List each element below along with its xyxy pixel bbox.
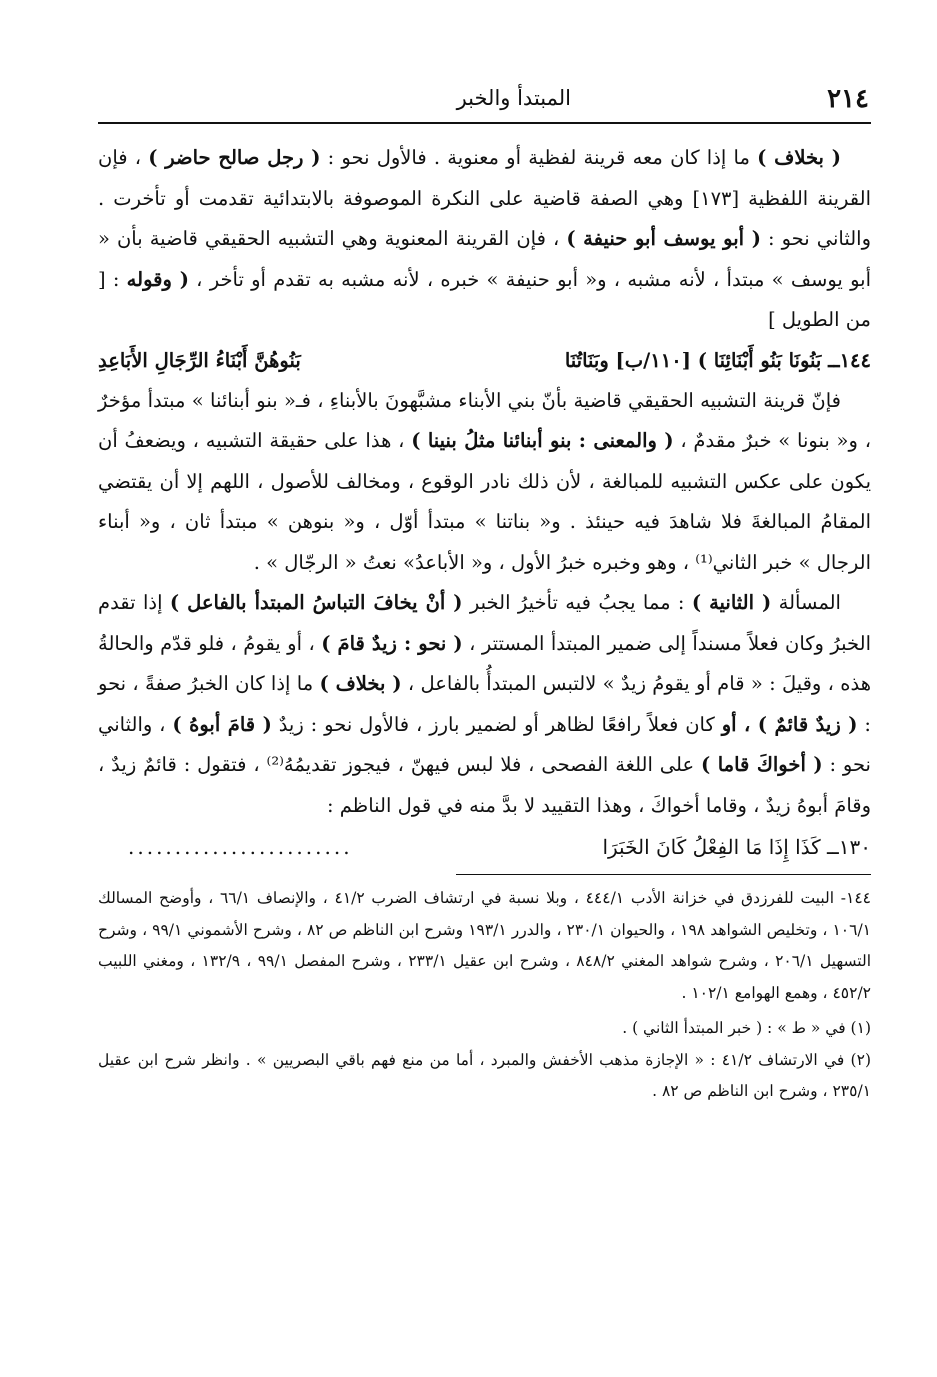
text-run: كان فعلاً رافعًا لظاهر أو لضمير بارز ، فالأول نحو : زيدٌ — [271, 712, 722, 736]
verse-dots: ........................ — [128, 835, 353, 859]
example: ( نحو : زيدٌ قامَ ) — [321, 631, 463, 655]
book-page — [98, 80, 871, 1108]
paragraph-3 — [98, 583, 871, 826]
verse-144 — [98, 341, 871, 381]
text-run: ، أو يقومُ ، فلو قدّم والحالةُ هذه ، وقيلَ : « قام أو يقومُ زيدٌ » لالتبس المبتدأُ بالفاعل ، — [98, 631, 871, 695]
verse-first-hemistich: ١٤٤ــ بَنُونَا بَنُو أَبْنَائِنَا ) [١١٠/ب] وبَنَاتُنَا — [564, 348, 871, 372]
text-run: المسألة — [771, 591, 841, 614]
verse-130 — [98, 826, 871, 868]
text-run: ، فإن القرينة المعنوية وهي التشبيه الحقيقي قاضية بأن « أبو يوسف » مبتدأ ، لأنه مشبه ، و« أبو حنيفة » خبره ، لأنه مشبه به تقدم أو تأخر ، — [98, 227, 871, 291]
page-header — [98, 80, 871, 124]
verse-second-hemistich: بَنُوهُنَّ أَبْنَاءُ الرِّجَالِ الأَبَاعِدِ — [98, 348, 301, 372]
meter: : [ من الطويل ] — [98, 267, 871, 331]
text-run: ، هذا على حقيقة التشبيه ، ويضعفُ أن يكون على عكس التشبيه للمبالغة ، لأن ذلك نادر الوقوع ، ومخالف للأصول ، اللهم إلا أن يقتضي المقامُ المبالغةَ فلا شاهدَ فيه حينئذ . و« بناتنا » مبتدأ أوّل ، و« بنوهن » مبتدأ ثان ، و« أبناء الرجال » خبر الثاني⁽¹⁾ ، وهو وخبره خبرُ الأول ، و« الأباعدُ» نعتُ « الرجّال » . — [98, 429, 871, 574]
paragraph-1 — [98, 138, 871, 341]
text-run: على اللغة الفصحى ، فلا لبس فيهنّ ، فيجوز تقديمُهُ⁽²⁾ ، فتقول : قائمٌ زيدٌ ، وقامَ أبوهُ زيدٌ ، وقاما أخواكَ ، وهذا التقييد لا بدَّ منه في قول الناظم : — [98, 753, 871, 817]
keyword: ( الثانية ) — [691, 591, 772, 614]
text-run: ، والثاني نحو : — [98, 712, 871, 776]
footnote-1: (١) في « ط » : ( خبر المبتدأ الثاني ) . — [622, 1019, 871, 1037]
text-run: إذا تقدم الخبرُ وكان فعلاً مسنداً إلى ضمير المبتدأ المستتر ، — [98, 591, 872, 655]
keyword: ( بخلاف ) — [757, 146, 841, 169]
running-title: المبتدأ والخبر — [456, 86, 571, 110]
text-run: ما إذا كان معه قرينة لفظية أو معنوية . فالأول نحو : — [320, 146, 758, 169]
condition: ( أنْ يخافَ التباسُ المبتدأ بالفاعل ) — [169, 591, 463, 614]
example: ( أبو يوسف أبو حنيفة ) — [566, 227, 761, 250]
paragraph-2 — [98, 381, 871, 584]
page-number: ٢١٤ — [827, 84, 869, 114]
main-text — [98, 138, 871, 868]
text-run: : مما يجبُ فيه تأخيرُ الخبر — [462, 591, 692, 614]
footnotes — [98, 883, 871, 1108]
verse-line: ١٣٠ــ كَذَا إِذَا مَا الفِعْلُ كَانَ الخَبَرَا — [602, 835, 871, 859]
text-run: ، فإن القرينة اللفظية [١٧٣] وهي الصفة قاضية على النكرة الموصوفة بالابتدائية تقدمت أو تأخرت . والثاني نحو : — [98, 146, 871, 250]
example: ( رجل صالح حاضر ) — [148, 146, 321, 169]
footnote-2: (٢) في الارتشاف ٤١/٢ : « الإجازة مذهب الأخفش والمبرد ، أما من منع فهم باقي البصريين » . وانظر شرح ابن عقيل ٢٣٥/١ ، وشرح ابن الناظم ص ٨٢ . — [98, 1050, 871, 1100]
example: ( قامَ أبوهُ ) — [172, 712, 272, 736]
example: ( أخواكَ قاما ) — [701, 753, 823, 776]
example: ( زيدٌ قائمٌ ) ، أو — [721, 712, 858, 736]
keyword: ( بخلاف ) — [319, 672, 402, 695]
text-run: ما إذا كان الخبرُ صفةً ، نحو : — [98, 672, 871, 736]
footnote-rule — [456, 874, 871, 875]
quote-lead: ( وقوله — [126, 267, 189, 291]
footnote-144: ١٤٤- البيت للفرزدق في خزانة الأدب ٤٤٤/١ ، وبلا نسبة في ارتشاف الضرب ٤١/٢ ، والإنصاف ٦٦/١ ، وأوضح المسالك ١٠٦/١ ، وتخليص الشواهد ١٩٨ ، والحيوان ٢٣٠/١ ، والدرر ١٩٣/١ وشرح ابن الناظم ص ٨٢ ، وشرح الأشموني ٩٩/١ ، وشرح التسهيل ٢٠٦/١ ، وشرح شواهد المغني ٨٤٨/٢ ، وشرح ابن عقيل ٢٣٣/١ ، وشرح المفصل ٩٩/١ ، ١٣٢/٩ ، ومغني اللبيب ٤٥٢/٢ ، وهمع الهوامع ١٠٢/١ . — [98, 889, 871, 1002]
text-run: فإنّ قرينة التشبيه الحقيقي قاضية بأنّ بني الأبناء مشبَّهونَ بالأبناءِ ، فـ« بنو أبنائنا » مبتدأ مؤخرٌ ، و« بنونا » خبرٌ مقدمٌ ، — [98, 388, 871, 452]
meaning: ( والمعنى : بنو أبنائنا مثلُ بنينا ) — [411, 429, 674, 452]
